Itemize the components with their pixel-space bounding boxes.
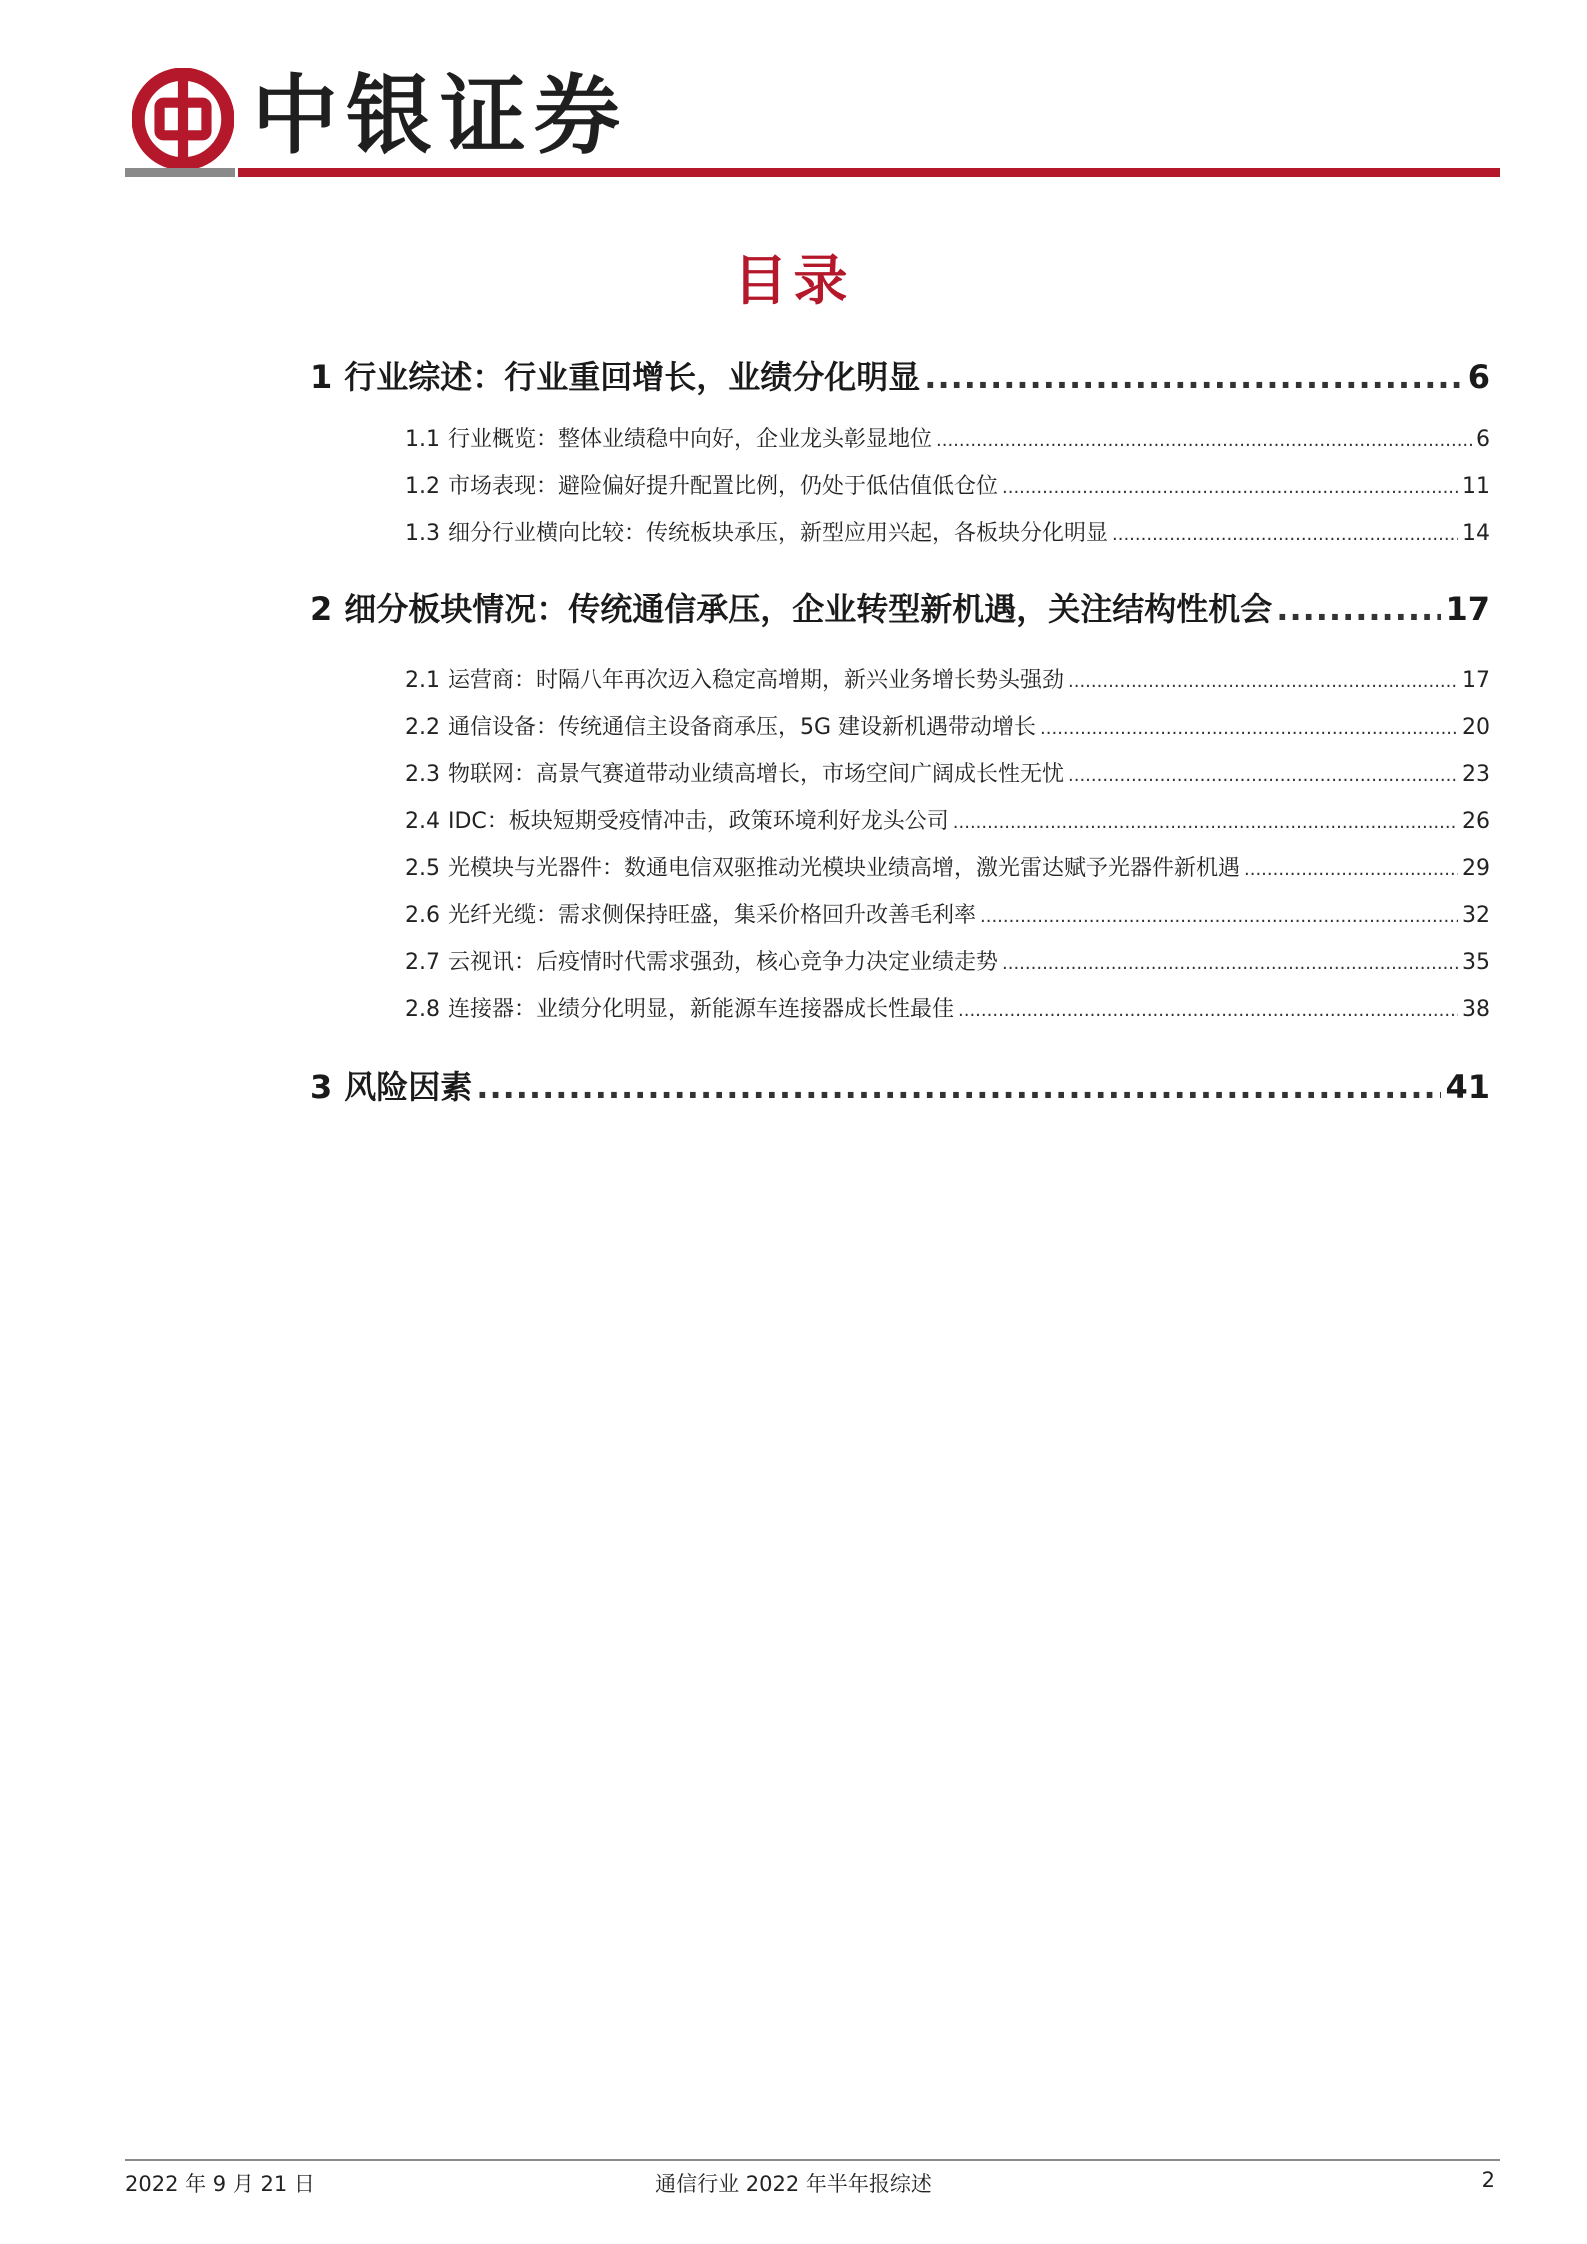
footer-title: 通信行业 2022 年半年报综述	[655, 2172, 932, 2196]
dot-leader	[476, 1068, 1441, 1106]
toc-entry-page: 11	[1462, 474, 1490, 499]
toc-entry-2[interactable]	[310, 584, 1490, 630]
dot-leader	[980, 906, 1458, 927]
toc-entry-2-4[interactable]	[405, 804, 1490, 835]
toc-entry-title: 光模块与光器件：数通电信双驱推动光模块业绩高增，激光雷达赋予光器件新机遇	[448, 856, 1241, 881]
toc-entry-title: 物联网：高景气赛道带动业绩高增长，市场空间广阔成长性无忧	[448, 762, 1065, 787]
toc-entry-page: 14	[1462, 521, 1490, 546]
dot-leader	[1276, 590, 1441, 628]
footer-date: 2022 年 9 月 21 日	[125, 2172, 315, 2196]
footer-page-number: 2	[1481, 2168, 1495, 2192]
toc-entry-title: 行业概览：整体业绩稳中向好，企业龙头彰显地位	[448, 427, 933, 452]
bank-of-china-logo-icon	[132, 68, 234, 170]
toc-entry-page: 6	[1467, 358, 1490, 396]
dot-leader	[958, 1000, 1458, 1021]
toc-entry-page: 38	[1462, 997, 1490, 1022]
dot-leader	[936, 430, 1472, 451]
toc-entry-number: 2.3	[405, 762, 440, 787]
toc-entry-title: 行业综述：行业重回增长，业绩分化明显	[344, 358, 921, 396]
toc-entry-1-2[interactable]	[405, 469, 1490, 500]
toc-entry-title: IDC：板块短期受疫情冲击，政策环境利好龙头公司	[448, 809, 949, 834]
dot-leader	[1040, 718, 1458, 739]
toc-entry-number: 2.1	[405, 668, 440, 693]
header-rule-red	[238, 168, 1500, 177]
toc-entry-number: 1	[310, 358, 333, 396]
toc-entry-title: 云视讯：后疫情时代需求强劲，核心竞争力决定业绩走势	[448, 950, 999, 975]
toc-entry-page: 26	[1462, 809, 1490, 834]
toc-entry-1-1[interactable]	[405, 422, 1490, 453]
dot-leader	[924, 358, 1463, 396]
toc-entry-title: 细分行业横向比较：传统板块承压，新型应用兴起，各板块分化明显	[448, 521, 1109, 546]
toc-entry-3[interactable]	[310, 1062, 1490, 1108]
dot-leader	[1068, 765, 1458, 786]
toc-entry-title: 运营商：时隔八年再次迈入稳定高增期，新兴业务增长势头强劲	[448, 668, 1065, 693]
toc-entry-number: 2.8	[405, 997, 440, 1022]
footer-rule	[125, 2159, 1500, 2161]
toc-entry-page: 41	[1445, 1068, 1490, 1106]
toc-entry-page: 17	[1445, 590, 1490, 628]
toc-entry-page: 17	[1462, 668, 1490, 693]
toc-entry-page: 29	[1462, 856, 1490, 881]
toc-entry-page: 35	[1462, 950, 1490, 975]
page-header	[130, 60, 1490, 180]
toc-entry-page: 20	[1462, 715, 1490, 740]
dot-leader	[1068, 671, 1458, 692]
toc-entry-number: 1.3	[405, 521, 440, 546]
brand-name: 中银证券	[252, 65, 628, 166]
header-rule-gray	[125, 168, 235, 177]
toc-entry-number: 1.2	[405, 474, 440, 499]
toc-entry-1-3[interactable]	[405, 516, 1490, 547]
toc-entry-2-3[interactable]	[405, 757, 1490, 788]
toc-entry-title: 光纤光缆：需求侧保持旺盛，集采价格回升改善毛利率	[448, 903, 977, 928]
toc-entry-title: 市场表现：避险偏好提升配置比例，仍处于低估值低仓位	[448, 474, 999, 499]
toc-entry-2-2[interactable]	[405, 710, 1490, 741]
dot-leader	[953, 812, 1458, 833]
toc-entry-number: 2.5	[405, 856, 440, 881]
toc-entry-page: 6	[1476, 427, 1490, 452]
toc-entry-page: 32	[1462, 903, 1490, 928]
toc-entry-title: 通信设备：传统通信主设备商承压，5G 建设新机遇带动增长	[448, 715, 1037, 740]
toc-entry-1[interactable]	[310, 352, 1490, 398]
toc-entry-2-5[interactable]	[405, 851, 1490, 882]
toc-entry-number: 3	[310, 1068, 333, 1106]
toc-entry-number: 2.7	[405, 950, 440, 975]
toc-entry-number: 2.4	[405, 809, 440, 834]
toc-title: 目录	[733, 249, 854, 312]
toc-entry-number: 2.6	[405, 903, 440, 928]
toc-entry-number: 1.1	[405, 427, 440, 452]
toc-entry-number: 2.2	[405, 715, 440, 740]
toc-entry-title: 连接器：业绩分化明显，新能源车连接器成长性最佳	[448, 997, 955, 1022]
toc-entry-2-6[interactable]	[405, 898, 1490, 929]
toc-entry-2-1[interactable]	[405, 663, 1490, 694]
toc-entry-title: 细分板块情况：传统通信承压，企业转型新机遇，关注结构性机会	[344, 590, 1273, 628]
dot-leader	[1002, 953, 1458, 974]
toc-entry-number: 2	[310, 590, 333, 628]
toc-entry-2-8[interactable]	[405, 992, 1490, 1023]
dot-leader	[1002, 477, 1458, 498]
toc-entry-page: 23	[1462, 762, 1490, 787]
dot-leader	[1244, 859, 1458, 880]
dot-leader	[1112, 524, 1458, 545]
toc-entry-title: 风险因素	[344, 1068, 473, 1106]
toc-entry-2-7[interactable]	[405, 945, 1490, 976]
